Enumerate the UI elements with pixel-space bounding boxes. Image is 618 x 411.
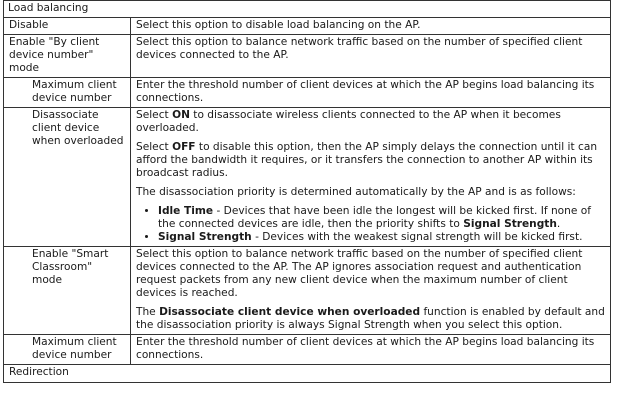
field-desc-smart-classroom <box>131 247 611 335</box>
field-desc-max-client: Enter the threshold number of client devices at which the AP begins load balancing its connections. <box>131 78 611 108</box>
smart-paragraph: Select this option to balance network traffic based on the number of specified client devices connected to the AP. The AP ignores association request and authentication request packets from any new client device when the maximum number of client devices is reached. <box>136 248 583 299</box>
table-row <box>4 335 611 365</box>
field-label-disable: Disable <box>4 18 131 35</box>
field-desc-by-client: Select this option to balance network traffic based on the number of specified client devices connected to the AP. <box>131 35 611 78</box>
list-item: • Signal Strength - Devices with the weakest signal strength will be kicked first. <box>158 231 605 244</box>
field-label-by-client: Enable "By client device number" mode <box>4 35 131 78</box>
section-title: Load balancing <box>4 1 611 18</box>
table-row <box>4 247 611 335</box>
priority-paragraph: The disassociation priority is determined automatically by the AP and is as follows: <box>136 186 576 198</box>
table-row <box>4 35 611 78</box>
field-label-smart-classroom: Enable "Smart Classroom" mode <box>4 247 131 335</box>
field-desc-disable: Select this option to disable load balancing on the AP. <box>131 18 611 35</box>
on-paragraph: Select ON to disassociate wireless clients connected to the AP when it becomes overloaded. <box>136 109 561 134</box>
list-item: • Idle Time - Devices that have been idle the longest will be kicked first. If none of the connected devices are idle, then the priority shifts to Signal Strength. <box>158 205 605 231</box>
field-desc-max-client-2: Enter the threshold number of client devices at which the AP begins load balancing its connections. <box>131 335 611 365</box>
field-desc-disassociate <box>131 108 611 247</box>
section-header-row <box>4 1 611 18</box>
load-balancing-table <box>3 0 611 383</box>
table-row <box>4 18 611 35</box>
table-row <box>4 108 611 247</box>
table-row <box>4 78 611 108</box>
field-label-max-client: Maximum client device number <box>4 78 131 108</box>
field-label-disassociate: Disassociate client device when overloaded <box>4 108 131 247</box>
smart-note: The Disassociate client device when overloaded function is enabled by default and the disassociation priority is always Signal Strength when you select this option. <box>136 306 605 331</box>
table-row <box>4 365 611 383</box>
off-paragraph: Select OFF to disable this option, then the AP simply delays the connection until it can afford the bandwidth it requires, or it transfers the connection to another AP within its broadcast radius. <box>136 141 598 179</box>
field-label-max-client-2: Maximum client device number <box>4 335 131 365</box>
trailing-section-title: Redirection <box>4 365 611 383</box>
priority-list <box>136 205 605 244</box>
